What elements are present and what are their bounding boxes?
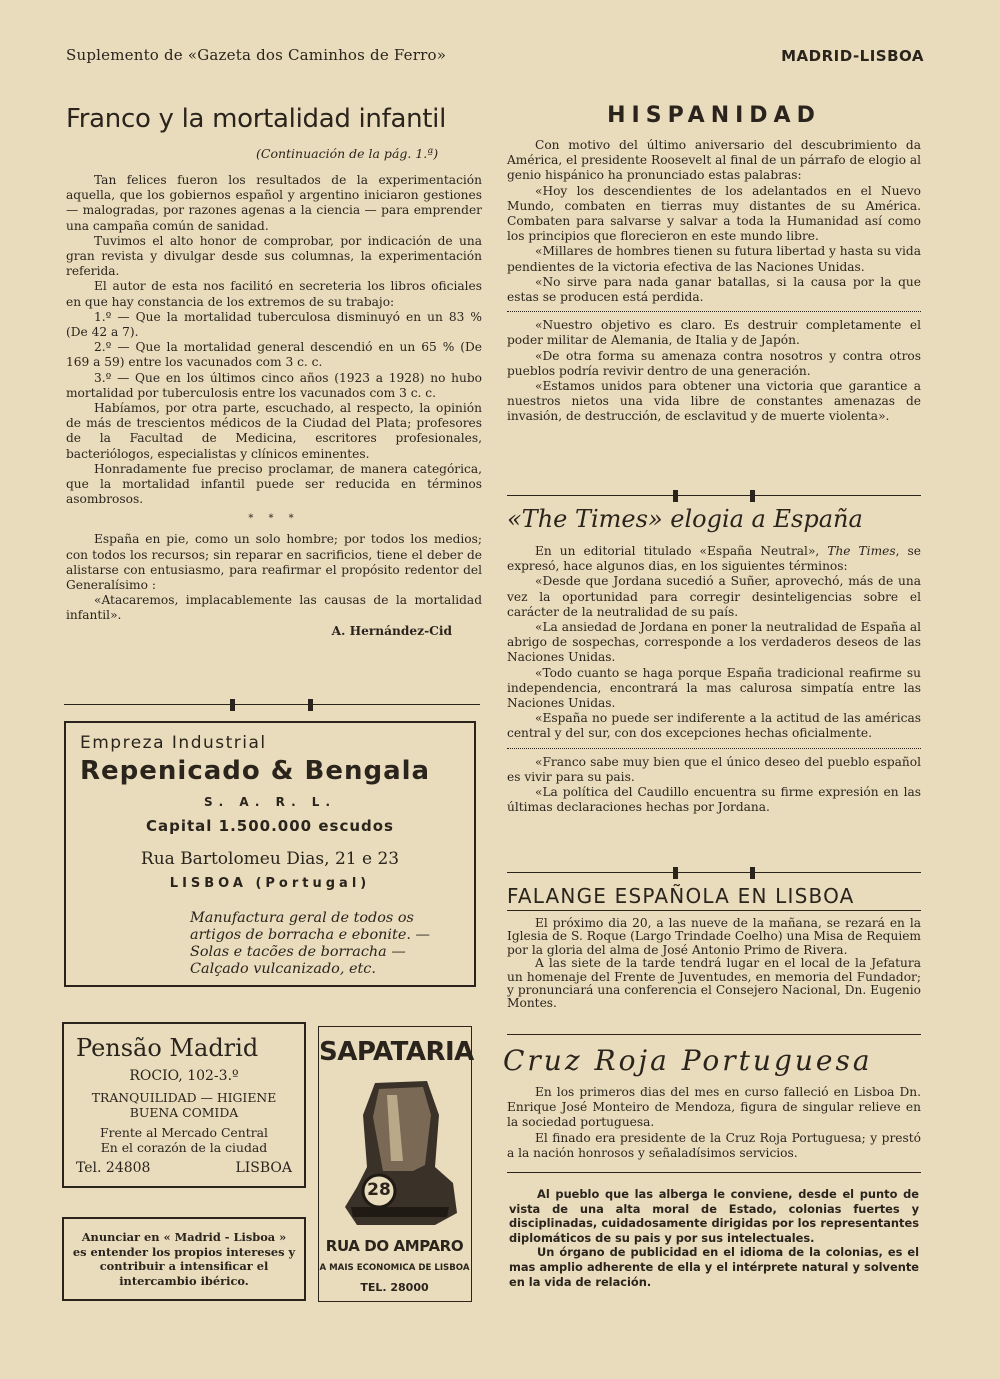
article-paragraph: A las siete de la tarde tendrá lugar en el local de la Jefatura un homenaje del Frente de Juventudes, en memoria del Fundador; y pronunciará una conferencia el Consejero Nacional, Dn. Eugenio Montes.	[507, 956, 921, 1011]
ad-sapataria	[318, 1026, 472, 1302]
ad-pensao-line: BUENA COMIDA	[129, 1105, 239, 1120]
article-paragraph: Tuvimos el alto honor de comprobar, por indicación de una gran revista y divulgar desde sus columnas, la experimentación referida.	[66, 233, 482, 279]
dotted-separator	[507, 311, 921, 312]
article-paragraph: «No sirve para nada ganar batallas, si la causa por la que estas se producen está perdida.	[507, 274, 921, 305]
ad-pensao-madrid	[62, 1022, 306, 1188]
section-divider	[507, 866, 921, 880]
ad-city: LISBOA (Portugal)	[169, 876, 371, 891]
article-paragraph: «De otra forma su amenaza contra nosotros y contra otros pueblos podría revivir dentro de una generación.	[507, 348, 921, 378]
article-signature: A. Hernández-Cid	[331, 623, 452, 638]
article-paragraph: «Desde que Jordana sucedió a Suñer, aprovechó, más de una vez la oportunidad para corregir desinteligencias sobre el carácter de la neutralidad de su país.	[507, 574, 921, 619]
cruz-roja-body	[507, 1085, 921, 1161]
article-paragraph: «La ansiedad de Jordana en poner la neutralidad de España al abrigo de sospechas, corresponde a los verdaderos deseos de las Naciones Unidas.	[507, 620, 921, 665]
falange-article-body	[507, 917, 921, 1011]
cruz-roja-title: Cruz Roja Portuguesa	[503, 1044, 873, 1077]
ad-company-type: Empreza Industrial	[80, 733, 267, 753]
section-divider	[64, 698, 480, 712]
article-paragraph: Al pueblo que las alberga le conviene, desde el punto de vista de una alta moral de Estado, colonias fuertes y disciplinadas, cuidadosamente dirigidas por los representantes diplomáticos de su pais y por sus intelectuales.	[509, 1187, 919, 1245]
newspaper-name: The Times	[827, 544, 896, 558]
section-rule	[507, 1034, 921, 1035]
franco-article-subtitle: (Continuación de la pág. 1.ª)	[256, 146, 439, 161]
ad-sapataria-title: SAPATARIA	[319, 1037, 474, 1067]
article-paragraph: «Millares de hombres tienen su futura libertad y hasta su vida pendientes de la victoria efectiva de las Naciones Unidas.	[507, 244, 921, 274]
article-paragraph: «La política del Caudillo encuentra su firme expresión en las últimas declaraciones hechas por Jordana.	[507, 785, 921, 815]
ad-anunciar-text	[72, 1230, 296, 1288]
ad-pensao-city: LISBOA	[235, 1160, 292, 1176]
franco-article-title: Franco y la mortalidad infantil	[66, 104, 447, 134]
section-divider	[507, 489, 921, 503]
article-paragraph: El finado era presidente de la Cruz Roja Portuguesa; y prestó a la nación honrosos y señaladísimos servicios.	[507, 1130, 921, 1160]
hispanidad-title: HISPANIDAD	[607, 103, 821, 128]
section-divider	[507, 1166, 921, 1180]
article-paragraph: «Hoy los descendientes de los adelantados en el Nuevo Mundo, combaten en tierras muy distantes de su América. Combaten para salvarse y salvar a toda la Humanidad así como los principios que florecieron en este mundo libre.	[507, 183, 921, 244]
times-article-title: «The Times» elogia a España	[507, 505, 863, 533]
ad-description	[190, 910, 466, 978]
article-paragraph: El próximo dia 20, a las nueve de la mañana, se rezará en la Iglesia de S. Roque (Largo Trindade Coelho) una Misa de Requiem por la gloria del alma de José Antonio Primo de Rivera.	[507, 916, 921, 957]
ad-desc-line: Solas e tacões de borracha —	[190, 944, 406, 960]
article-paragraph: En los primeros dias del mes en curso falleció en Lisboa Dn. Enrique José Monteiro de Mendoza, figura de singular relieve en la sociedad portuguesa.	[507, 1085, 921, 1130]
ad-sapataria-street: RUA DO AMPARO	[325, 1237, 464, 1255]
falange-article-title: FALANGE ESPAÑOLA EN LISBOA	[507, 884, 855, 908]
ad-address: Rua Bartolomeu Dias, 21 e 23	[140, 849, 400, 869]
dotted-separator	[507, 748, 921, 749]
article-paragraph: El autor de esta nos facilitó en secreteria los libros oficiales en que hay constancia de los extremos de su trabajo:	[66, 279, 482, 309]
ad-sapataria-phone: TEL. 28000	[360, 1281, 429, 1294]
hispanidad-body	[507, 138, 921, 425]
ad-repenicado-bengala	[64, 721, 476, 987]
article-paragraph: Honradamente fue preciso proclamar, de manera categórica, que la mortalidad infantil puede ser reducida en términos asombrosos.	[66, 461, 482, 507]
ad-sapataria-slogan: A MAIS ECONOMICA DE LISBOA	[319, 1263, 470, 1273]
article-paragraph: Un órgano de publicidad en el idioma de la colonias, es el mas amplio adherente de ella y el intérprete natural y solvente en la vida de relación.	[509, 1245, 919, 1289]
header-title: MADRID-LISBOA	[781, 47, 924, 65]
ad-desc-line: Manufactura geral de todos os	[190, 910, 414, 926]
header-supplement: Suplemento de «Gazeta dos Caminhos de Ferro»	[66, 46, 447, 64]
ad-pensao-line: Frente al Mercado Central	[99, 1125, 269, 1140]
ad-pensao-line: TRANQUILIDAD — HIGIENE	[91, 1090, 277, 1105]
ad-anunciar-line: Anunciar en « Madrid - Lisboa »	[81, 1230, 287, 1244]
ad-pensao-name: Pensão Madrid	[76, 1034, 259, 1062]
article-paragraph: «Franco sabe muy bien que el único deseo del pueblo español es vivir para su pais.	[507, 754, 921, 784]
ad-company-name: Repenicado & Bengala	[80, 756, 431, 786]
boot-illustration-icon	[327, 1075, 463, 1235]
ad-anunciar-line: es entender los propios intereses y contribuir a intensificar el intercambio ibérico.	[72, 1244, 296, 1288]
section-stars: * * *	[248, 513, 300, 525]
ad-sapataria-number: 28	[367, 1180, 391, 1200]
title-underline	[507, 910, 921, 911]
franco-article-body	[66, 173, 482, 638]
article-paragraph: Tan felices fueron los resultados de la experimentación aquella, que los gobiernos español y argentino iniciaron gestiones — malogradas, por razones agenas a la ciencia — para emprender una campaña común de sanidad.	[66, 173, 482, 233]
ad-desc-line: Calçado vulcanizado, etc.	[190, 961, 376, 977]
intro-text: En un editorial titulado «España Neutral»,	[535, 544, 828, 558]
article-paragraph: «Estamos unidos para obtener una victoria que garantice a nuestros nietos una vida libre de constantes amenazas de invasión, de destrucción, de esclavitud y de muerte violenta».	[507, 379, 921, 424]
article-paragraph: «Todo cuanto se haga porque España tradicional reafirme su independencia, encontrará la mas calurosa simpatía entre las Naciones Unidas.	[507, 665, 921, 711]
article-paragraph	[507, 544, 921, 574]
ad-desc-line: artigos de borracha e ebonite. —	[190, 927, 430, 943]
article-paragraph: «Nuestro objetivo es claro. Es destruir completamente el poder militar de Alemania, de Italia y de Japón.	[507, 318, 921, 348]
ad-pensao-address: ROCIO, 102-3.º	[129, 1068, 239, 1084]
article-paragraph: «Atacaremos, implacablemente las causas de la mortalidad infantil».	[66, 593, 482, 623]
article-paragraph: Habíamos, por otra parte, escuchado, al respecto, la opinión de más de trescientos médicos de la Ciudad del Plata; profesores de la Facultad de Medicina, escritores profesionales, bacteriólogos, especialistas y clínicos eminentes.	[66, 401, 482, 461]
times-article-body	[507, 544, 921, 815]
intro-text: , se expresó, hace algunos dias, en los siguientes términos:	[507, 544, 921, 574]
ad-company-form: S. A. R. L.	[203, 795, 337, 809]
article-paragraph: España en pie, como un solo hombre; por todos los medios; con todos los recursos; sin reparar en sacrificios, tiene el deber de alistarse con entusiasmo, para reafirmar el propósito redentor del Generalísimo :	[66, 532, 482, 593]
ad-pensao-line: En el corazón de la ciudad	[100, 1140, 268, 1155]
ad-capital: Capital 1.500.000 escudos	[146, 817, 394, 835]
article-paragraph: Con motivo del último aniversario del descubrimiento da América, el presidente Roosevelt al final de un párrafo de elogio al genio hispánico ha pronunciado estas palabras:	[507, 138, 921, 183]
article-paragraph: 2.º — Que la mortalidad general descendió en un 65 % (De 169 a 59) entre los vacunados com 3 c. c.	[66, 340, 482, 370]
ad-anunciar	[62, 1217, 306, 1301]
closing-statement	[509, 1187, 919, 1289]
article-paragraph: «España no puede ser indiferente a la actitud de las américas central y del sur, con dos excepciones hechas oficialmente.	[507, 711, 921, 741]
article-paragraph: 1.º — Que la mortalidad tuberculosa disminuyó en un 83 % (De 42 a 7).	[66, 309, 482, 340]
article-paragraph: 3.º — Que en los últimos cinco años (1923 a 1928) no hubo mortalidad por tuberculosis entre los vacunados com 3 c. c.	[66, 370, 482, 400]
ad-pensao-phone: Tel. 24808	[76, 1160, 151, 1176]
